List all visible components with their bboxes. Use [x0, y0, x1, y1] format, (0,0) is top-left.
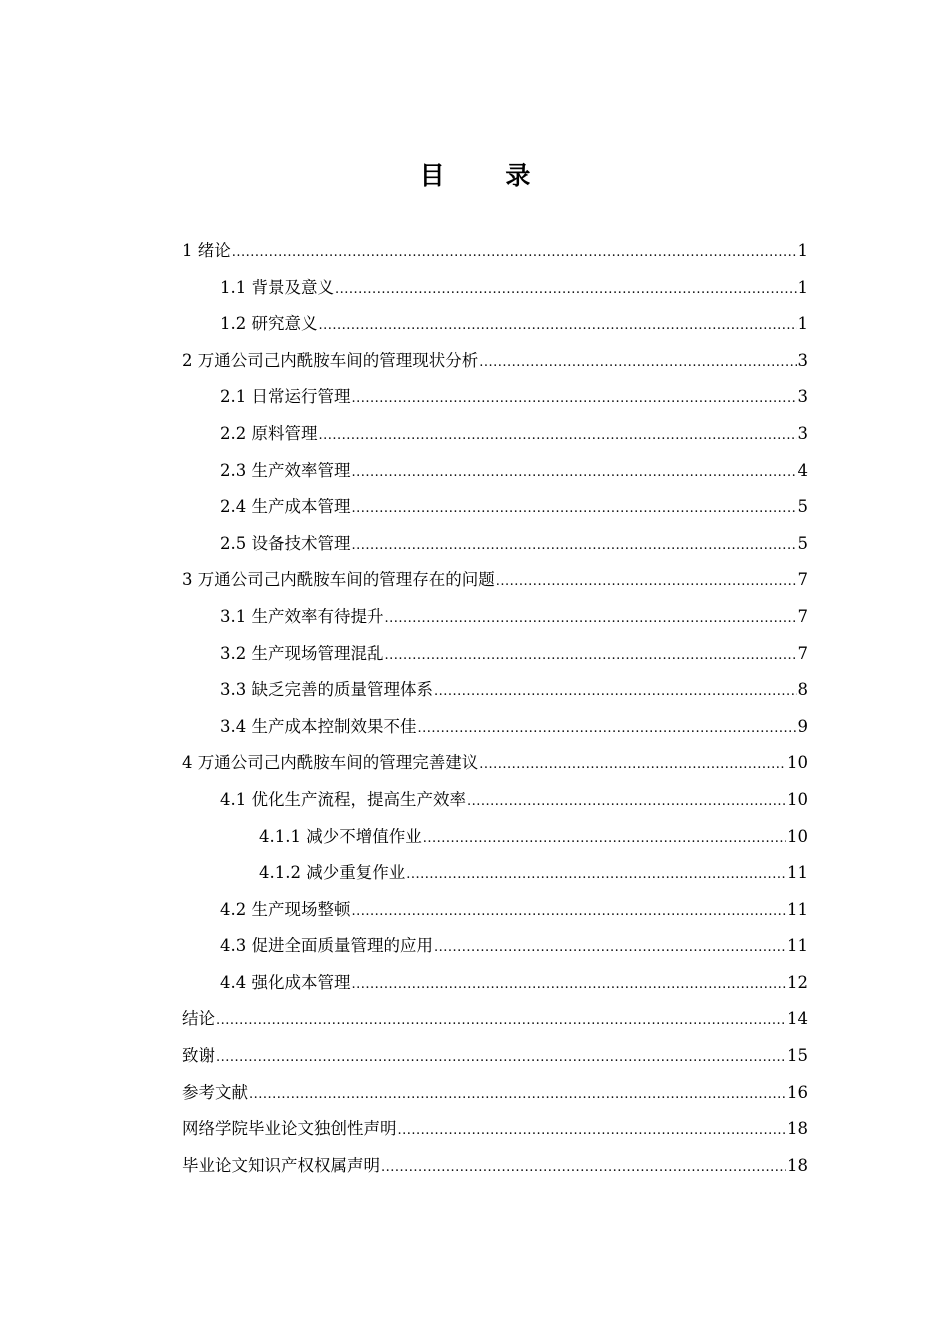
- toc-entry-label: 结论: [182, 1009, 215, 1029]
- toc-page-number: 10: [787, 826, 808, 846]
- toc-entry-label: 3.1 生产效率有待提升: [220, 606, 384, 626]
- toc-entry[interactable]: [182, 965, 808, 1002]
- toc-page-number: 7: [797, 643, 808, 663]
- toc-page-number: 11: [787, 936, 808, 956]
- toc-entry-label: 4.1.1 减少不增值作业: [259, 826, 422, 846]
- toc-page-number: 1: [797, 277, 808, 297]
- toc-entry-label: 2 万通公司己内酰胺车间的管理现状分析: [182, 350, 479, 370]
- toc-page-number: 11: [787, 899, 808, 919]
- toc-entry-label: 2.1 日常运行管理: [220, 387, 351, 407]
- toc-entry-label: 4.2 生产现场整顿: [220, 899, 351, 919]
- toc-page-number: 7: [797, 570, 808, 590]
- toc-dot-leader: [406, 857, 786, 894]
- toc-page-number: 8: [797, 680, 808, 700]
- toc-entry[interactable]: [182, 453, 808, 490]
- toc-entry[interactable]: [182, 709, 808, 746]
- toc-entry-label: 4 万通公司己内酰胺车间的管理完善建议: [182, 753, 479, 773]
- toc-entry[interactable]: [182, 855, 808, 892]
- toc-entry[interactable]: [182, 233, 808, 270]
- toc-dot-leader: [352, 528, 797, 565]
- toc-dot-leader: [479, 747, 786, 784]
- toc-dot-leader: [249, 1077, 786, 1114]
- toc-entry-label: 1 绪论: [182, 241, 231, 260]
- toc-dot-leader: [352, 381, 797, 418]
- toc-entry-label: 毕业论文知识产权权属声明: [182, 1155, 380, 1175]
- toc-page-number: 10: [787, 789, 808, 809]
- toc-entry[interactable]: [182, 562, 808, 599]
- toc-entry-label: 3.2 生产现场管理混乱: [220, 643, 384, 663]
- toc-page-number: 5: [797, 497, 808, 517]
- toc-entry[interactable]: [182, 672, 808, 709]
- toc-entry[interactable]: [182, 1148, 808, 1185]
- toc-entry-label: 参考文献: [182, 1082, 248, 1102]
- page-title: 目 录: [419, 161, 557, 190]
- toc-entry-label: 网络学院毕业论文独创性声明: [182, 1119, 397, 1139]
- toc-page-number: 3: [797, 387, 808, 407]
- toc-entry-label: 2.2 原料管理: [220, 423, 318, 443]
- table-of-contents: [182, 233, 808, 1184]
- toc-entry-label: 4.1.2 减少重复作业: [259, 863, 406, 883]
- toc-entry[interactable]: [182, 819, 808, 856]
- toc-entry[interactable]: [182, 892, 808, 929]
- toc-entry[interactable]: [182, 1001, 808, 1038]
- toc-page-number: 18: [787, 1119, 808, 1139]
- toc-page-number: 18: [787, 1155, 808, 1175]
- toc-page-number: 15: [787, 1046, 808, 1066]
- toc-dot-leader: [434, 930, 786, 967]
- toc-entry[interactable]: [182, 1111, 808, 1148]
- toc-dot-leader: [381, 1150, 786, 1187]
- toc-entry-label: 3 万通公司己内酰胺车间的管理存在的问题: [182, 570, 495, 590]
- toc-dot-leader: [232, 235, 797, 272]
- toc-entry-label: 3.3 缺乏完善的质量管理体系: [220, 680, 433, 700]
- toc-dot-leader: [385, 638, 797, 675]
- toc-entry-label: 1.1 背景及意义: [220, 277, 334, 297]
- toc-dot-leader: [352, 491, 797, 528]
- toc-entry[interactable]: [182, 636, 808, 673]
- toc-dot-leader: [479, 345, 796, 382]
- toc-entry[interactable]: [182, 1075, 808, 1112]
- toc-entry[interactable]: [182, 1038, 808, 1075]
- toc-page-number: 1: [797, 314, 808, 334]
- toc-entry-label: 3.4 生产成本控制效果不佳: [220, 716, 417, 736]
- toc-entry[interactable]: [182, 489, 808, 526]
- toc-page-number: 3: [797, 350, 808, 370]
- toc-dot-leader: [352, 455, 797, 492]
- toc-page-number: 12: [787, 972, 808, 992]
- toc-entry-label: 4.3 促进全面质量管理的应用: [220, 936, 433, 956]
- toc-page-number: 16: [787, 1082, 808, 1102]
- toc-entry[interactable]: [182, 782, 808, 819]
- toc-dot-leader: [496, 564, 797, 601]
- toc-page-number: 11: [787, 863, 808, 883]
- toc-entry-label: 2.4 生产成本管理: [220, 497, 351, 517]
- toc-entry[interactable]: [182, 270, 808, 307]
- toc-dot-leader: [216, 1040, 786, 1077]
- toc-dot-leader: [216, 1003, 786, 1040]
- toc-entry[interactable]: [182, 306, 808, 343]
- toc-page-number: 9: [797, 716, 808, 736]
- toc-dot-leader: [434, 674, 797, 711]
- toc-entry-label: 2.3 生产效率管理: [220, 460, 351, 480]
- toc-page-number: 3: [797, 423, 808, 443]
- toc-dot-leader: [423, 821, 786, 858]
- toc-entry[interactable]: [182, 745, 808, 782]
- toc-dot-leader: [319, 308, 797, 345]
- toc-dot-leader: [335, 272, 797, 309]
- toc-page-number: 14: [787, 1009, 808, 1029]
- toc-dot-leader: [385, 601, 797, 638]
- toc-entry[interactable]: [182, 343, 808, 380]
- toc-page-number: 5: [797, 533, 808, 553]
- toc-entry[interactable]: [182, 599, 808, 636]
- toc-dot-leader: [398, 1113, 787, 1150]
- toc-entry-label: 4.4 强化成本管理: [220, 972, 351, 992]
- toc-entry-label: 2.5 设备技术管理: [220, 533, 351, 553]
- toc-entry-label: 4.1 优化生产流程，提高生产效率: [220, 789, 466, 809]
- toc-dot-leader: [352, 894, 787, 931]
- toc-page-number: 10: [787, 753, 808, 773]
- toc-dot-leader: [352, 967, 787, 1004]
- toc-page-number: 4: [797, 460, 808, 480]
- toc-entry-label: 1.2 研究意义: [220, 314, 318, 334]
- toc-dot-leader: [467, 784, 786, 821]
- toc-dot-leader: [418, 711, 797, 748]
- toc-entry[interactable]: [182, 416, 808, 453]
- toc-page-number: 1: [797, 241, 808, 260]
- toc-entry[interactable]: [182, 526, 808, 563]
- toc-page-number: 7: [797, 606, 808, 626]
- toc-dot-leader: [319, 418, 797, 455]
- toc-entry[interactable]: [182, 379, 808, 416]
- toc-entry-label: 致谢: [182, 1046, 215, 1066]
- toc-entry[interactable]: [182, 928, 808, 965]
